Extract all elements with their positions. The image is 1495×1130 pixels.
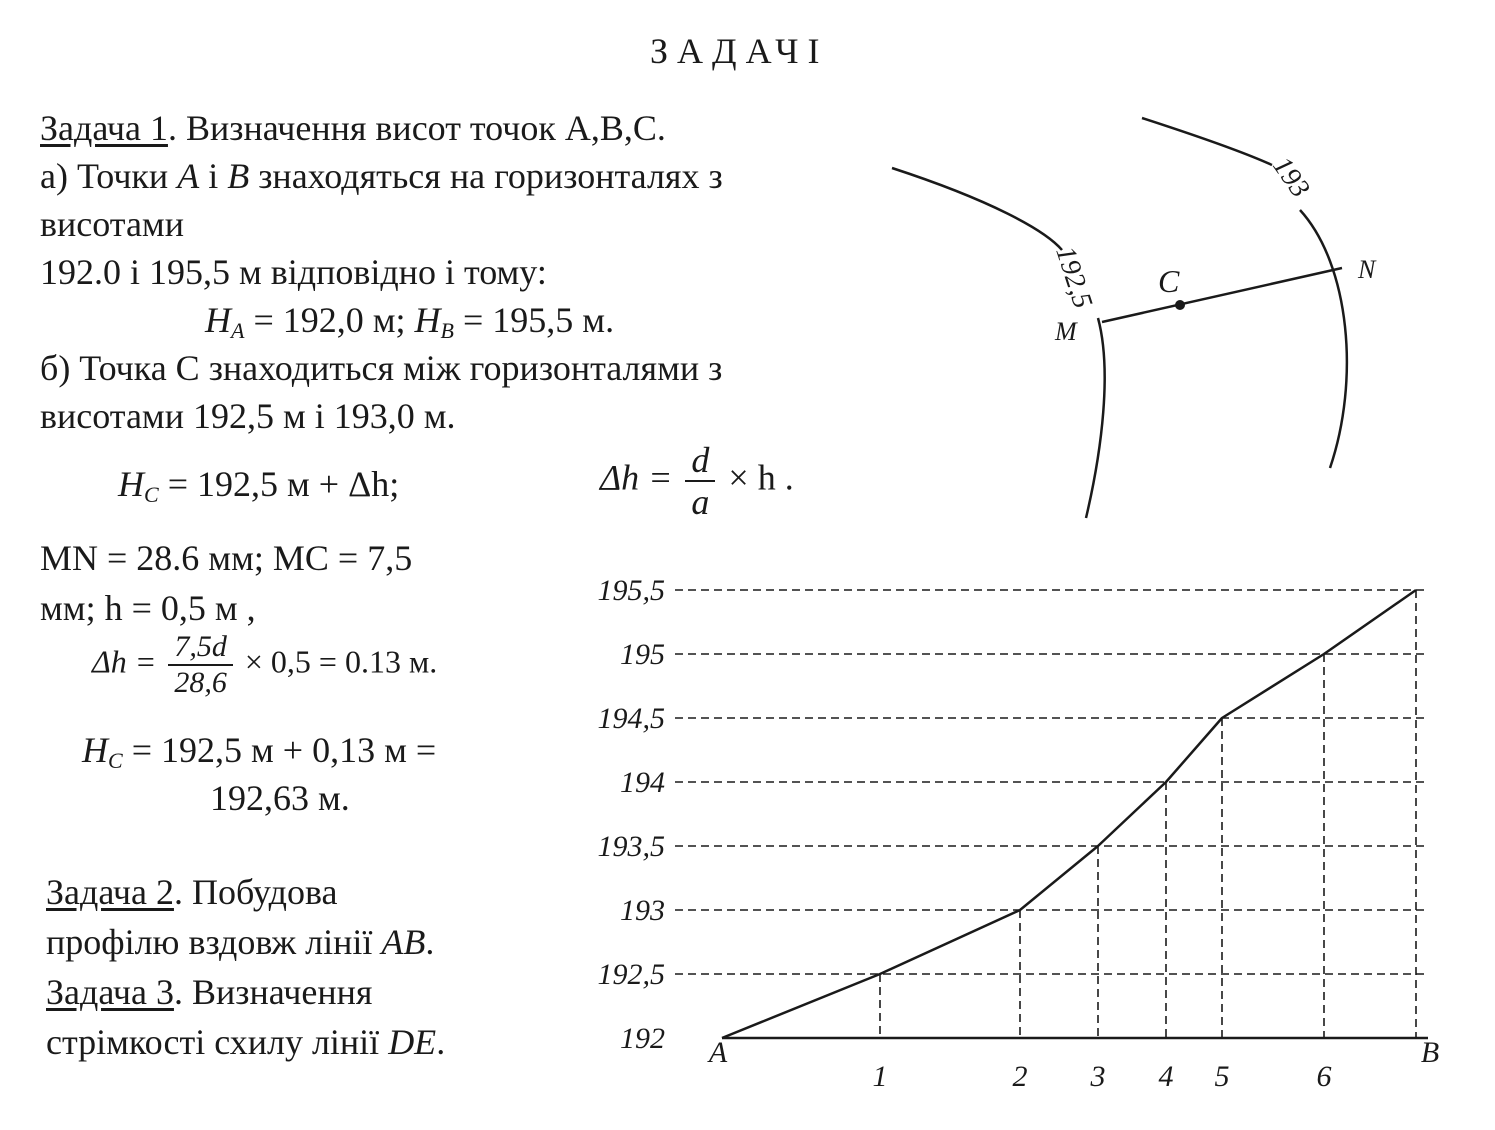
eq-h: H bbox=[82, 730, 108, 770]
task1-a-line2: висотами bbox=[40, 204, 184, 244]
x-tick-label: 5 bbox=[1214, 1060, 1230, 1093]
mn-line2: мм; h = 0,5 м , bbox=[40, 588, 256, 628]
y-tick-label: 193,5 bbox=[597, 830, 665, 863]
eq-lhs: Δh = bbox=[92, 643, 157, 680]
eq-value: = 192,5 м + 0,13 м = bbox=[122, 730, 437, 770]
eq-rhs: × h . bbox=[728, 457, 794, 498]
task2-line2 bbox=[46, 918, 434, 966]
fraction-numerator: d bbox=[685, 440, 715, 482]
eq-sub: A bbox=[231, 318, 245, 343]
x-tick-label: 3 bbox=[1090, 1060, 1106, 1093]
profile-chart bbox=[570, 555, 1470, 1105]
eq-value: = 195,5 м. bbox=[454, 300, 615, 340]
task1-title-text: . Визначення висот точок А,В,С. bbox=[167, 108, 666, 148]
point-c-label: C bbox=[1158, 263, 1180, 299]
equation-delta-h-calc bbox=[92, 630, 437, 700]
fraction bbox=[168, 630, 233, 700]
task2-title bbox=[46, 868, 337, 916]
fraction bbox=[685, 440, 715, 522]
fraction-denominator: a bbox=[691, 482, 710, 522]
y-tick-label: 194 bbox=[620, 766, 665, 799]
eq-sub: C bbox=[108, 748, 123, 773]
point-b-label: B bbox=[227, 156, 250, 196]
y-tick-label: 195 bbox=[620, 638, 665, 671]
task1-a-line1 bbox=[40, 152, 723, 200]
equation-delta-h bbox=[600, 440, 794, 522]
page-title: ЗАДАЧІ bbox=[650, 31, 829, 71]
task1-title bbox=[40, 104, 666, 152]
text: а) Точки bbox=[40, 156, 178, 196]
line-ab-label: AB bbox=[381, 922, 426, 962]
text: профілю вздовж лінії bbox=[46, 922, 382, 962]
eq-lhs: Δh = bbox=[600, 457, 673, 498]
contour-sketch bbox=[880, 100, 1420, 530]
task1-a-line3: 192.0 і 195,5 м відповідно і тому: bbox=[40, 252, 547, 292]
task3-label: Задача 3 bbox=[46, 972, 174, 1012]
equation-hc bbox=[118, 460, 399, 519]
task2-title-text: . Побудова bbox=[173, 872, 338, 912]
point-c-marker bbox=[1175, 300, 1185, 310]
task3-line2 bbox=[46, 1018, 445, 1066]
eq-value: = 192,0 м; bbox=[244, 300, 415, 340]
eq-value: = 192,5 м + Δh; bbox=[158, 464, 400, 504]
x-tick-label: 1 bbox=[872, 1060, 888, 1093]
task2-label: Задача 2 bbox=[46, 872, 174, 912]
task3-title bbox=[46, 968, 372, 1016]
task1-b-line2: висотами 192,5 м і 193,0 м. bbox=[40, 396, 456, 436]
y-tick-label: 195,5 bbox=[597, 574, 665, 607]
y-tick-label: 194,5 bbox=[597, 702, 665, 735]
equation-hc-result-line2: 192,63 м. bbox=[210, 778, 350, 818]
fraction-denominator: 28,6 bbox=[174, 666, 227, 699]
task3-title-text: . Визначення bbox=[173, 972, 373, 1012]
text: . bbox=[436, 1022, 446, 1062]
x-tick-label: 6 bbox=[1316, 1060, 1332, 1093]
point-label: A bbox=[708, 1036, 728, 1069]
point-m-label: M bbox=[1055, 317, 1077, 346]
mn-line1: MN = 28.6 мм; MC = 7,5 bbox=[40, 538, 413, 578]
profile-line bbox=[722, 590, 1416, 1038]
contour-label-192-5: 192,5 bbox=[1049, 242, 1099, 313]
text: і bbox=[199, 156, 228, 196]
line-mn bbox=[1102, 268, 1342, 322]
task1-b-line1: б) Точка С знаходиться між горизонталями з bbox=[40, 348, 723, 388]
y-tick-label: 192,5 bbox=[597, 958, 665, 991]
point-a-label: A bbox=[177, 156, 200, 196]
eq-sub: B bbox=[440, 318, 454, 343]
contour-label-193: 193 bbox=[1266, 151, 1316, 204]
line-de-label: DE bbox=[388, 1022, 437, 1062]
x-tick-label: 4 bbox=[1158, 1060, 1174, 1093]
eq-sub: C bbox=[144, 482, 159, 507]
point-n-label: N bbox=[1358, 255, 1376, 284]
point-label: B bbox=[1420, 1036, 1440, 1069]
x-tick-label: 2 bbox=[1012, 1060, 1028, 1093]
text: знаходяться на горизонталях з bbox=[249, 156, 723, 196]
eq-h: H bbox=[118, 464, 144, 504]
text: стрімкості схилу лінії bbox=[46, 1022, 389, 1062]
eq-h: H bbox=[205, 300, 231, 340]
text: . bbox=[425, 922, 435, 962]
task1-label: Задача 1 bbox=[40, 108, 168, 148]
y-tick-label: 193 bbox=[620, 894, 665, 927]
y-tick-label: 192 bbox=[620, 1022, 665, 1055]
fraction-numerator: 7,5d bbox=[168, 630, 233, 666]
eq-h: H bbox=[414, 300, 441, 340]
eq-rhs: × 0,5 = 0.13 м. bbox=[244, 643, 438, 680]
